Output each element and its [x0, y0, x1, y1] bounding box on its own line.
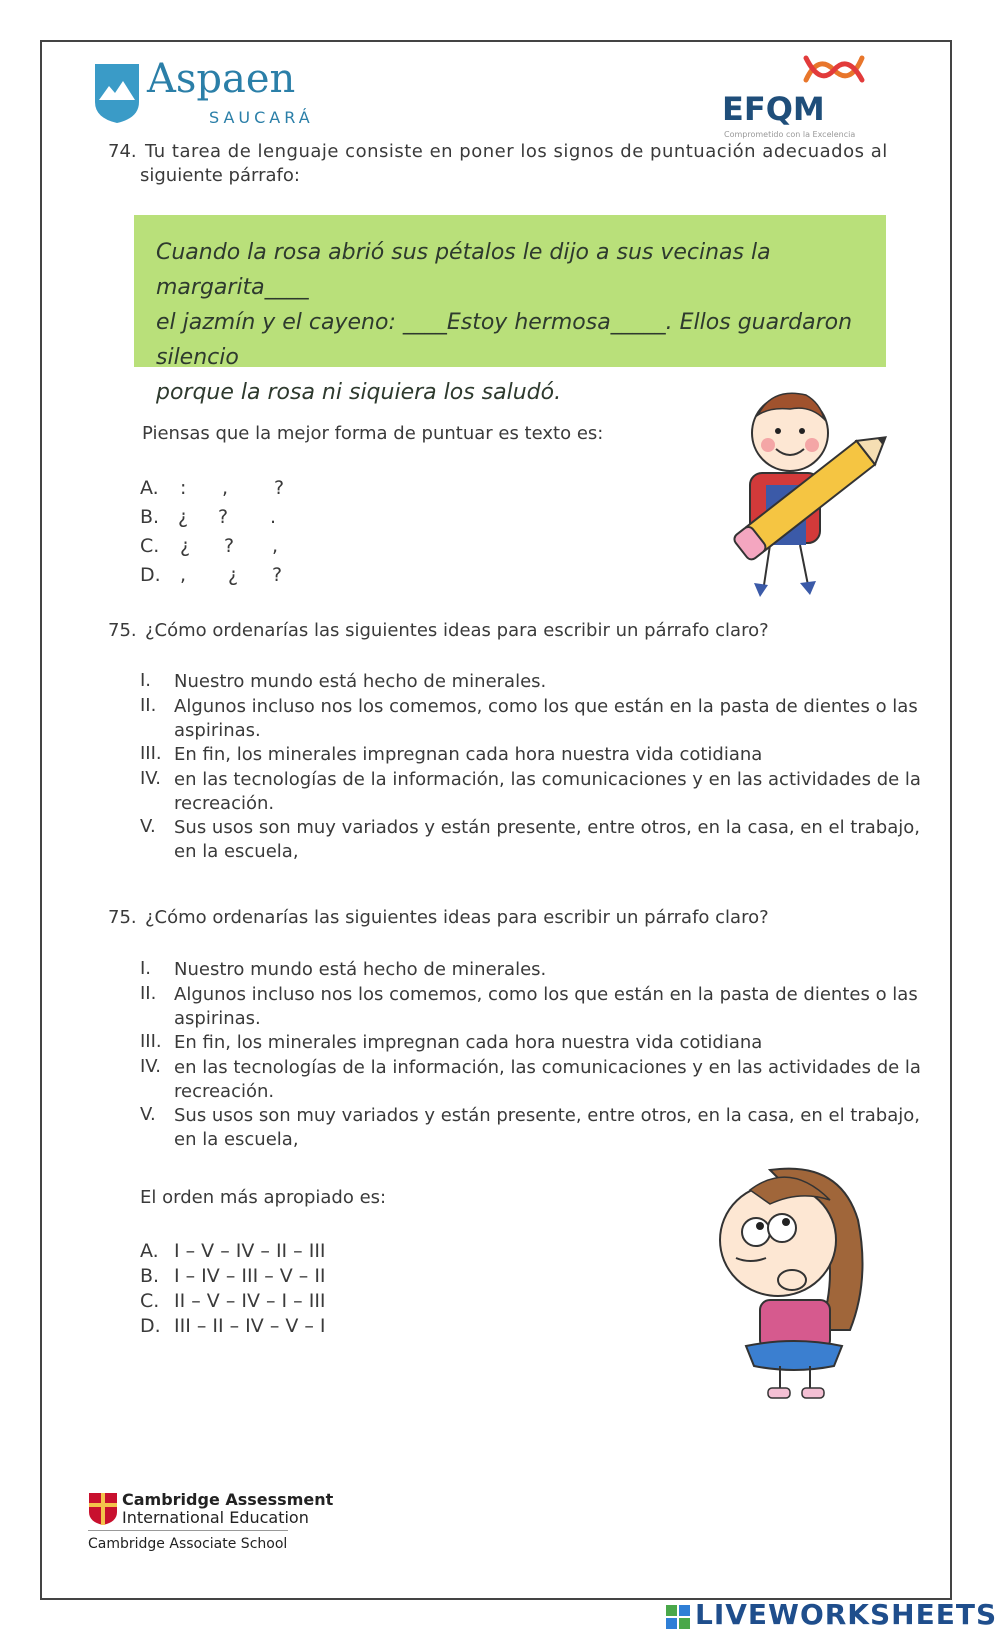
- q75b-item-2-roman: II.: [140, 983, 157, 1004]
- item-line-1: en las tecnologías de la información, las comunicaciones y en las actividades de la: [174, 769, 921, 790]
- item-line-1: Nuestro mundo está hecho de minerales.: [174, 671, 547, 692]
- cambridge-line1: Cambridge Assessment: [122, 1490, 334, 1509]
- item-line-1: En fin, los minerales impregnan cada hora nuestra vida cotidiana: [174, 744, 763, 765]
- q74-option-b[interactable]: [140, 506, 320, 532]
- q75b-item-1-text: [174, 958, 546, 982]
- item-line-1: En fin, los minerales impregnan cada hora nuestra vida cotidiana: [174, 1032, 763, 1053]
- paragraph-line-3: porque la rosa ni siquiera los saludó.: [156, 380, 562, 405]
- liveworksheets-logo-icon: [665, 1604, 691, 1630]
- sign-1: ,: [180, 564, 187, 586]
- sign-2: ¿: [228, 564, 239, 586]
- paragraph-line-2: el jazmín y el cayeno: ____Estoy hermosa_____. Ellos guardaron silencio: [156, 310, 853, 370]
- efqm-subtext: Comprometido con la Excelencia: [724, 130, 856, 139]
- q74-option-d[interactable]: [140, 564, 320, 590]
- option-letter: D.: [140, 564, 161, 586]
- q75a-number: 75.: [108, 620, 137, 641]
- option-text: II – V – IV – I – III: [174, 1290, 326, 1312]
- item-line-1: Algunos incluso nos los comemos, como los que están en la pasta de dientes o las: [174, 984, 918, 1005]
- q75a-item-5-roman: V.: [140, 816, 156, 837]
- cambridge-shield-icon: [88, 1492, 118, 1526]
- q75a-item-5-text: [174, 816, 920, 864]
- q74-option-c[interactable]: [140, 535, 320, 561]
- option-letter: A.: [140, 1240, 159, 1262]
- q75a-item-4-roman: IV.: [140, 768, 162, 789]
- q75b-number: 75.: [108, 907, 137, 928]
- sign-2: ?: [224, 535, 235, 557]
- q75a-item-1-text: [174, 670, 546, 694]
- q74-question: Piensas que la mejor forma de puntuar es texto es:: [142, 423, 604, 444]
- option-letter: C.: [140, 535, 160, 557]
- q75b-option-a[interactable]: [140, 1240, 326, 1262]
- item-line-2: en la escuela,: [174, 841, 299, 862]
- efqm-logo: [720, 50, 870, 140]
- option-letter: B.: [140, 506, 160, 528]
- q75a-item-2-roman: II.: [140, 695, 157, 716]
- q75b-option-c[interactable]: [140, 1290, 326, 1312]
- cambridge-line3: Cambridge Associate School: [88, 1536, 288, 1552]
- item-line-1: Sus usos son muy variados y están presente, entre otros, en la casa, en el trabajo,: [174, 817, 920, 838]
- q75b-item-1-roman: I.: [140, 958, 152, 979]
- item-line-1: Algunos incluso nos los comemos, como los que están en la pasta de dientes o las: [174, 696, 918, 717]
- item-line-2: recreación.: [174, 1081, 275, 1102]
- sign-2: ,: [222, 477, 229, 499]
- paragraph-line-1: Cuando la rosa abrió sus pétalos le dijo a sus vecinas la margarita____: [156, 240, 771, 300]
- q75b-item-2-text: [174, 983, 918, 1031]
- q74-number: 74.: [108, 141, 137, 162]
- option-text: III – II – IV – V – I: [174, 1315, 326, 1337]
- q75b-item-4-roman: IV.: [140, 1056, 162, 1077]
- item-line-2: recreación.: [174, 793, 275, 814]
- q75a-item-3-text: [174, 743, 762, 767]
- efqm-text: EFQM: [722, 90, 825, 128]
- option-text: I – IV – III – V – II: [174, 1265, 326, 1287]
- item-line-1: en las tecnologías de la información, las comunicaciones y en las actividades de la: [174, 1057, 921, 1078]
- sign-1: :: [180, 477, 187, 499]
- girl-thinking-illustration: [710, 1160, 880, 1405]
- sign-3: ,: [272, 535, 279, 557]
- q75a-item-4-text: [174, 768, 921, 816]
- sign-3: ?: [272, 564, 283, 586]
- boy-with-pencil-illustration: [720, 385, 890, 615]
- paragraph-box: [134, 215, 886, 405]
- option-letter: A.: [140, 477, 159, 499]
- cambridge-line2: International Education: [122, 1508, 309, 1527]
- q74-prompt-line2: siguiente párrafo:: [140, 165, 300, 186]
- q75b-option-d[interactable]: [140, 1315, 326, 1337]
- q75a-prompt: ¿Cómo ordenarías las siguientes ideas para escribir un párrafo claro?: [145, 620, 769, 641]
- paragraph-text: [156, 235, 886, 410]
- item-line-1: Sus usos son muy variados y están presente, entre otros, en la casa, en el trabajo,: [174, 1105, 920, 1126]
- q75a-item-1-roman: I.: [140, 670, 152, 691]
- aspaen-shield-icon: [93, 62, 141, 124]
- q75b-question: El orden más apropiado es:: [140, 1187, 387, 1208]
- q74-prompt-line1: Tu tarea de lenguaje consiste en poner los signos de puntuación adecuados al: [145, 141, 888, 162]
- option-letter: B.: [140, 1265, 160, 1287]
- q75b-item-3-roman: III.: [140, 1031, 162, 1052]
- q75b-option-b[interactable]: [140, 1265, 326, 1287]
- liveworksheets-brand: LIVEWORKSHEETS: [695, 1598, 998, 1631]
- aspaen-sub: SAUCARÁ: [209, 108, 314, 127]
- sign-1: ¿: [178, 506, 189, 528]
- aspaen-logo: [93, 56, 343, 132]
- item-line-2: en la escuela,: [174, 1129, 299, 1150]
- cambridge-logo: [88, 1490, 334, 1560]
- option-text: I – V – IV – II – III: [174, 1240, 326, 1262]
- sign-2: ?: [218, 506, 229, 528]
- cambridge-divider: [88, 1530, 288, 1531]
- sign-3: ?: [274, 477, 285, 499]
- option-letter: D.: [140, 1315, 161, 1337]
- aspaen-name: Aspaen: [147, 56, 296, 102]
- q74-option-a[interactable]: [140, 477, 320, 503]
- q75b-item-5-text: [174, 1104, 920, 1152]
- q75a-item-2-text: [174, 695, 918, 743]
- infinity-icon: [800, 50, 870, 90]
- sign-1: ¿: [180, 535, 191, 557]
- q75b-prompt: ¿Cómo ordenarías las siguientes ideas para escribir un párrafo claro?: [145, 907, 769, 928]
- q75b-item-5-roman: V.: [140, 1104, 156, 1125]
- item-line-2: aspirinas.: [174, 720, 261, 741]
- q75b-item-3-text: [174, 1031, 762, 1055]
- q75a-item-3-roman: III.: [140, 743, 162, 764]
- sign-3: .: [270, 506, 277, 528]
- item-line-2: aspirinas.: [174, 1008, 261, 1029]
- q75b-item-4-text: [174, 1056, 921, 1104]
- item-line-1: Nuestro mundo está hecho de minerales.: [174, 959, 547, 980]
- option-letter: C.: [140, 1290, 160, 1312]
